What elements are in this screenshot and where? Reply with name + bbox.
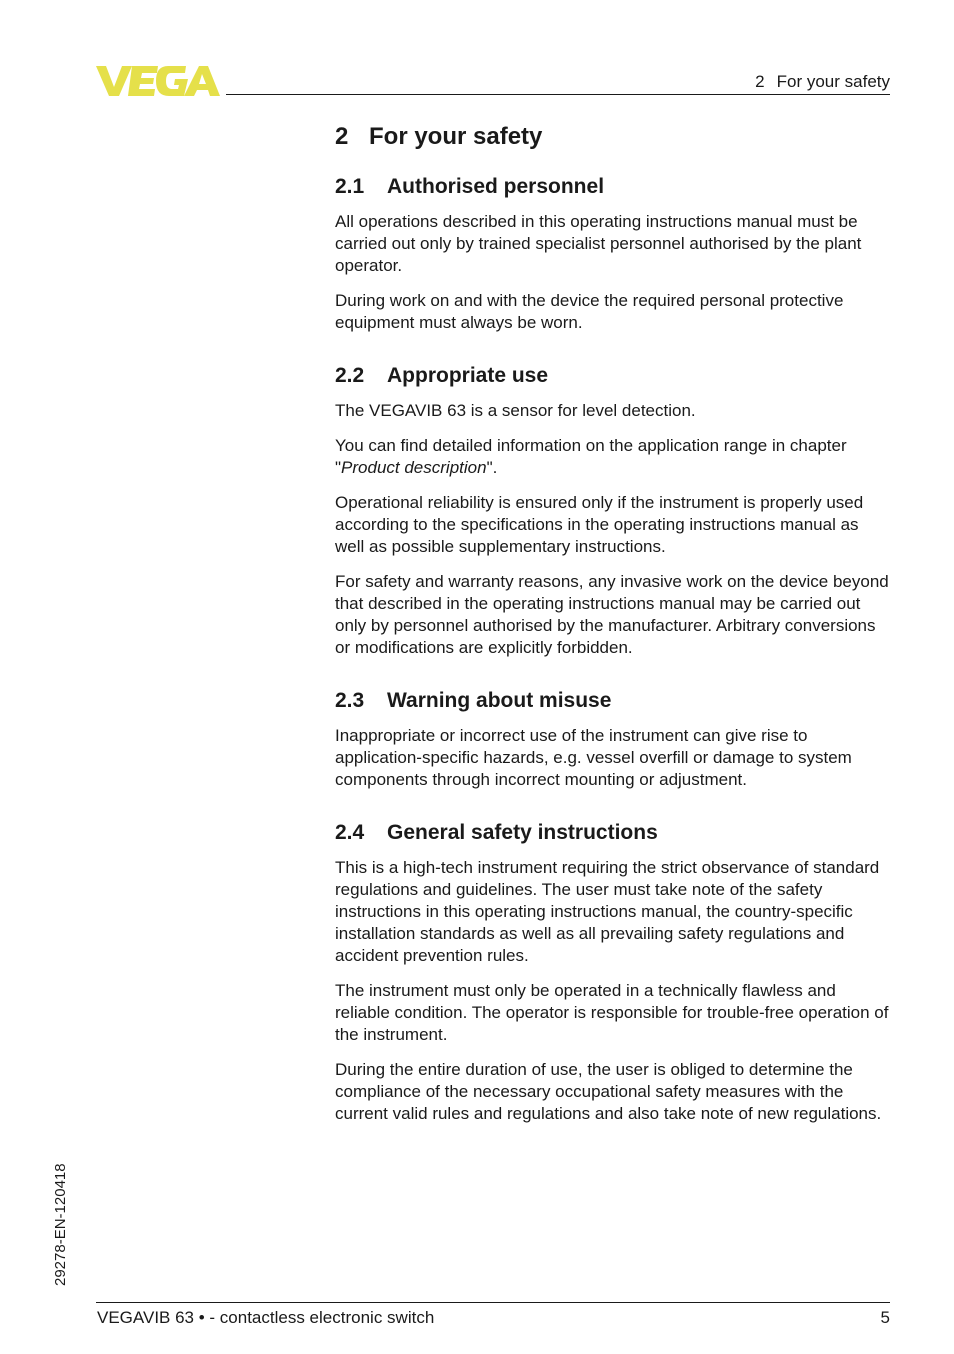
paragraph: For safety and warranty reasons, any invasive work on the device beyond that described in the operating instructions manual may be carried out only by personnel authorised by the manufacturer. Arbitrary conversions or modifications are explicitly forbidden. — [335, 572, 889, 657]
document-id-vertical — [52, 1156, 72, 1304]
chapter-number: 2 — [335, 123, 349, 150]
footer-product: VEGAVIB 63 • - contactless electronic switch — [97, 1308, 435, 1327]
reference-suffix: ". — [486, 458, 498, 477]
running-head — [755, 72, 890, 92]
footer-rule — [96, 1302, 890, 1303]
section-number: 2.1 — [335, 175, 365, 198]
section-number: 2.3 — [335, 689, 365, 712]
chapter-title: For your safety — [369, 123, 543, 150]
paragraph: Operational reliability is ensured only if the instrument is properly used according to the specifications in the operating instructions manual as well as possible supplementary instructions. — [335, 493, 864, 556]
paragraph: During the entire duration of use, the user is obliged to determine the compliance of the necessary occupational safety measures with the current valid rules and regulations and also take note of new regulations. — [335, 1060, 882, 1123]
section-number: 2.4 — [335, 821, 365, 844]
page-content — [335, 120, 891, 1125]
page-number: 5 — [880, 1308, 890, 1327]
paragraph: The VEGAVIB 63 is a sensor for level detection. — [335, 401, 696, 420]
section-title: Appropriate use — [387, 364, 549, 387]
vega-logo — [96, 64, 220, 98]
paragraph-with-reference — [335, 435, 891, 479]
chapter-reference: Product description — [341, 458, 487, 477]
paragraph-text: You can find detailed information on the application range in chapter " — [335, 436, 847, 477]
paragraph: The instrument must only be operated in a technically flawless and reliable condition. The operator is responsible for trouble-free operation of the instrument. — [335, 981, 889, 1044]
paragraph: Inappropriate or incorrect use of the instrument can give rise to application-specific hazards, e.g. vessel overfill or damage to system components through incorrect mounting or adjustment. — [335, 726, 852, 789]
section-number: 2.2 — [335, 364, 365, 387]
paragraph: This is a high-tech instrument requiring the strict observance of standard regulations and guidelines. The user must take note of the safety instructions in this operating instructions manual, the country-specific installation standards as well as all prevailing safety regulations and accident prevention rules. — [335, 858, 880, 965]
section-title: General safety instructions — [387, 821, 658, 844]
running-head-number: 2 — [755, 72, 765, 91]
section-title: Authorised personnel — [387, 175, 605, 198]
header-rule — [226, 94, 890, 95]
running-head-title: For your safety — [776, 72, 890, 91]
section-heading-2-2 — [335, 362, 891, 390]
paragraph: During work on and with the device the required personal protective equipment must always be worn. — [335, 291, 844, 332]
section-title: Warning about misuse — [387, 689, 612, 712]
paragraph: All operations described in this operating instructions manual must be carried out only by trained specialist personnel authorised by the plant operator. — [335, 212, 862, 275]
document-id: 29278-EN-120418 — [52, 1163, 69, 1286]
chapter-heading — [335, 120, 891, 154]
section-heading-2-4 — [335, 819, 891, 847]
section-heading-2-1 — [335, 173, 891, 201]
section-heading-2-3 — [335, 687, 891, 715]
